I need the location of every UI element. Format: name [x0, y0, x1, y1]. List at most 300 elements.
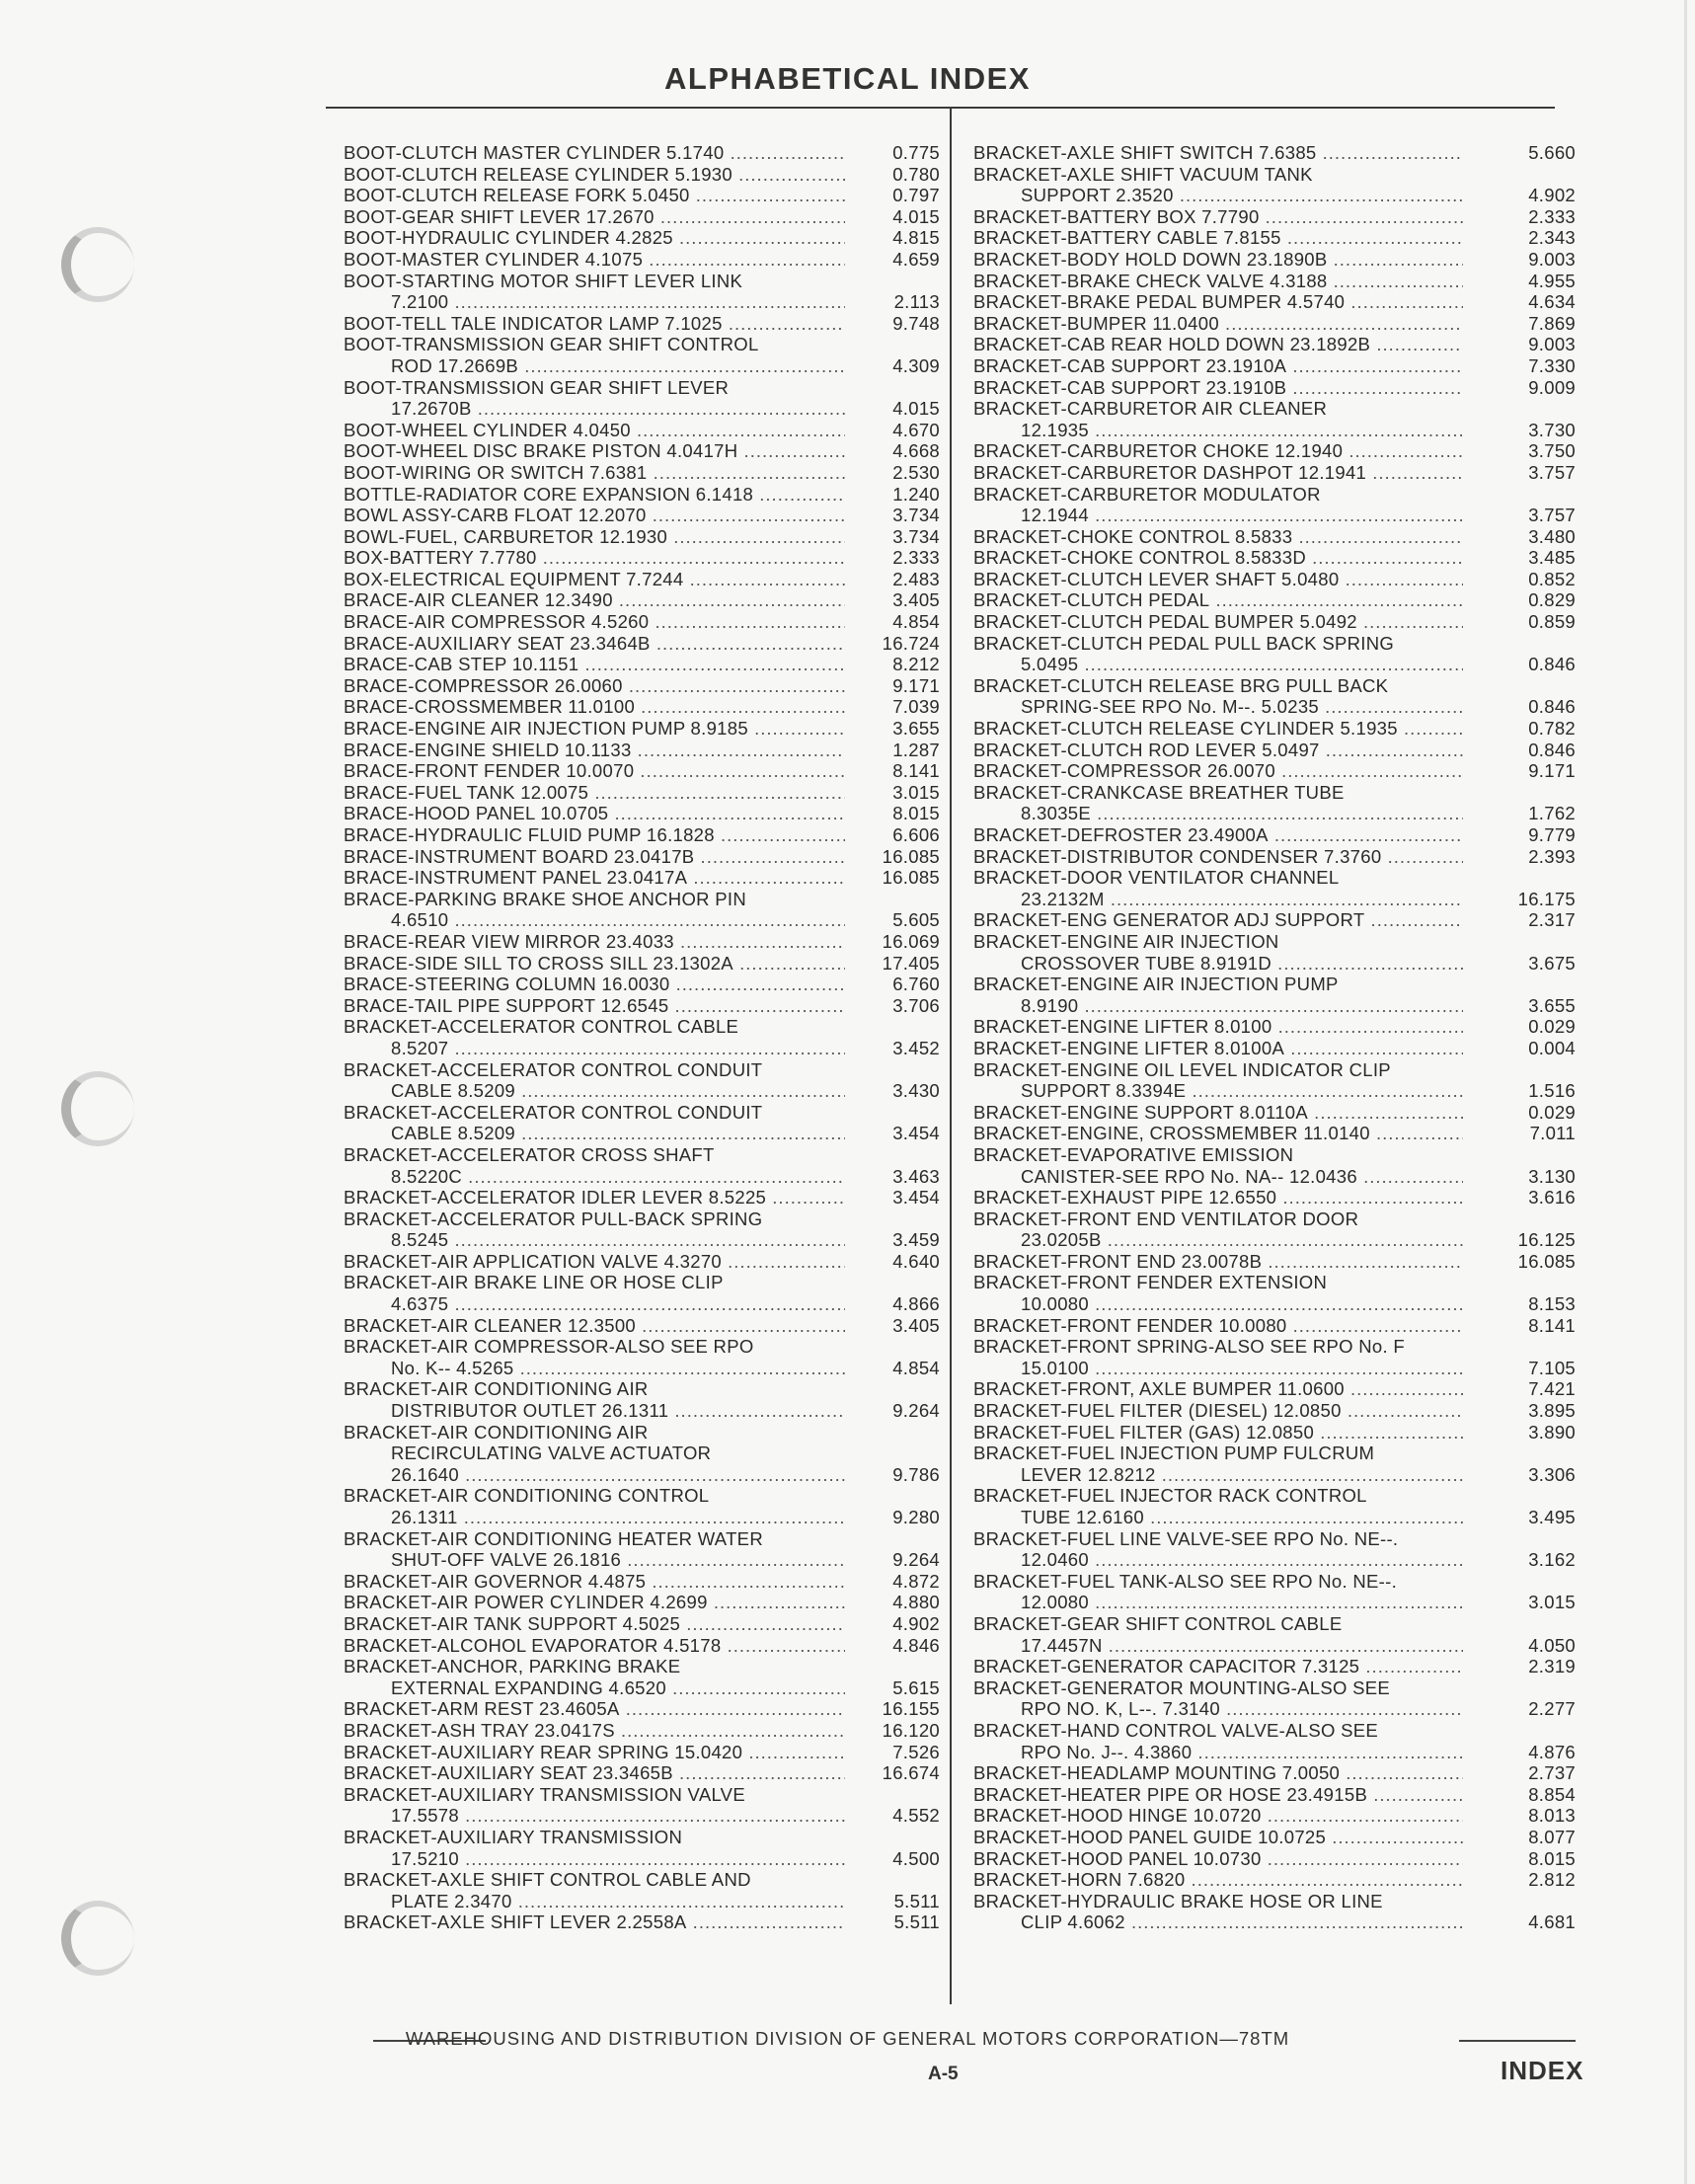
index-entry	[344, 1080, 940, 1102]
index-entry	[973, 867, 1576, 889]
index-entry	[344, 760, 940, 782]
entry-description: 4.6375 .....	[344, 1293, 845, 1315]
entry-page-ref: 3.655	[1528, 994, 1576, 1016]
entry-page-ref: 7.330	[1528, 354, 1576, 376]
entry-page-ref: 3.459	[892, 1229, 940, 1251]
index-entry	[344, 589, 940, 611]
entry-description: CROSSOVER TUBE 8.9191D .....	[973, 953, 1463, 975]
entry-page-ref: 3.616	[1528, 1187, 1576, 1209]
entry-page-ref: 8.013	[1528, 1805, 1576, 1827]
entry-description: BOOT-HYDRAULIC CYLINDER 4.2825 .....	[344, 227, 845, 249]
index-entry	[344, 1742, 940, 1763]
entry-description: BOWL ASSY-CARB FLOAT 12.2070 .....	[344, 505, 845, 526]
index-entry	[973, 696, 1576, 718]
index-entry	[344, 889, 940, 910]
entry-page-ref: 8.015	[892, 803, 940, 824]
entry-description: BRACE-ENGINE SHIELD 10.1133 .....	[344, 740, 845, 761]
index-entry	[973, 1507, 1576, 1528]
index-column-left	[344, 142, 940, 1933]
index-entry	[973, 1209, 1576, 1230]
entry-page-ref: 16.175	[1517, 888, 1576, 909]
entry-page-ref: 4.634	[1528, 291, 1576, 313]
entry-page-ref: 0.775	[892, 142, 940, 163]
entry-description: BRACKET-ACCELERATOR CONTROL CONDUIT	[344, 1058, 763, 1080]
column-divider	[950, 109, 952, 2004]
entry-description: BRACKET-CLUTCH RELEASE BRG PULL BACK	[973, 674, 1389, 696]
entry-description: BRACKET-CLUTCH PEDAL BUMPER 5.0492 .....	[973, 611, 1463, 633]
entry-page-ref: 3.454	[892, 1123, 940, 1144]
entry-description: LEVER 12.8212 .....	[973, 1464, 1463, 1486]
entry-description: ROD 17.2669B .....	[344, 355, 845, 377]
binder-hole-bottom	[61, 1901, 134, 1976]
entry-page-ref: 4.854	[892, 1357, 940, 1378]
entry-description: BRACKET-CHOKE CONTROL 8.5833 .....	[973, 526, 1463, 548]
entry-page-ref: 0.004	[1528, 1037, 1576, 1058]
entry-page-ref: 2.343	[1528, 227, 1576, 249]
index-entry	[344, 1166, 940, 1188]
entry-description: CABLE 8.5209 .....	[344, 1123, 845, 1144]
index-entry	[344, 1485, 940, 1507]
entry-description: BRACE-CROSSMEMBER 11.0100 .....	[344, 696, 845, 718]
entry-page-ref: 16.120	[882, 1719, 940, 1741]
entry-page-ref: 7.869	[1528, 312, 1576, 334]
index-entry	[344, 334, 940, 355]
entry-page-ref: 5.615	[892, 1677, 940, 1698]
index-entry	[973, 1443, 1576, 1464]
entry-page-ref: 9.171	[1528, 760, 1576, 782]
entry-page-ref: 3.706	[892, 994, 940, 1016]
index-entry	[344, 1507, 940, 1528]
entry-page-ref: 0.846	[1528, 739, 1576, 760]
index-entry	[973, 1059, 1576, 1081]
entry-description: BRACKET-FUEL INJECTION PUMP FULCRUM	[973, 1443, 1375, 1464]
page-edge	[1684, 0, 1687, 2184]
index-entry	[344, 633, 940, 655]
entry-page-ref: 16.125	[1517, 1229, 1576, 1251]
index-entry	[973, 1656, 1576, 1677]
index-entry	[344, 547, 940, 569]
entry-page-ref: 2.530	[892, 461, 940, 483]
entry-description: 15.0100 .....	[973, 1358, 1463, 1379]
entry-page-ref: 9.280	[892, 1507, 940, 1527]
entry-page-ref: 3.405	[892, 589, 940, 611]
entry-page-ref: 9.779	[1528, 824, 1576, 845]
entry-description: BRACKET-ENGINE AIR INJECTION PUMP	[973, 974, 1339, 995]
index-entry	[344, 696, 940, 718]
index-entry	[344, 824, 940, 846]
entry-description: BRACKET-CARBURETOR CHOKE 12.1940 .....	[973, 440, 1463, 462]
entry-page-ref: 7.011	[1529, 1123, 1576, 1144]
index-entry	[973, 271, 1576, 292]
entry-page-ref: 3.454	[892, 1187, 940, 1209]
entry-description: BRACKET-FUEL INJECTOR RACK CONTROL	[973, 1485, 1367, 1507]
entry-description: BRACKET-AUXILIARY REAR SPRING 15.0420 .....	[344, 1742, 845, 1763]
entry-page-ref: 4.500	[892, 1847, 940, 1869]
entry-page-ref: 7.526	[892, 1741, 940, 1762]
entry-page-ref: 3.306	[1528, 1463, 1576, 1485]
index-entry	[344, 931, 940, 953]
index-entry	[344, 1378, 940, 1400]
index-entry	[973, 1038, 1576, 1059]
entry-page-ref: 16.085	[1517, 1250, 1576, 1272]
entry-page-ref: 0.846	[1528, 654, 1576, 675]
entry-page-ref: 0.797	[892, 185, 940, 206]
entry-description: SHUT-OFF VALVE 26.1816 .....	[344, 1549, 845, 1571]
index-entry	[973, 569, 1576, 590]
entry-page-ref: 3.655	[892, 718, 940, 740]
index-entry	[344, 462, 940, 484]
entry-page-ref: 7.105	[1528, 1357, 1576, 1378]
entry-page-ref: 4.854	[892, 611, 940, 633]
index-entry	[973, 398, 1576, 420]
entry-description: BOOT-WHEEL CYLINDER 4.0450 .....	[344, 420, 845, 441]
entry-page-ref: 4.872	[892, 1570, 940, 1592]
index-entry	[344, 1848, 940, 1870]
index-entry	[973, 675, 1576, 697]
index-entry	[344, 398, 940, 420]
entry-description: BRACKET-AIR CONDITIONING AIR	[344, 1421, 649, 1443]
index-entry	[344, 1123, 940, 1144]
entry-page-ref: 3.730	[1528, 419, 1576, 440]
entry-description: TUBE 12.6160 .....	[973, 1507, 1463, 1528]
entry-page-ref: 0.029	[1528, 1016, 1576, 1038]
index-entry	[344, 569, 940, 590]
entry-page-ref: 3.430	[892, 1080, 940, 1102]
entry-description: BRACE-ENGINE AIR INJECTION PUMP 8.9185 .....	[344, 718, 845, 740]
index-entry	[344, 1187, 940, 1209]
entry-page-ref: 2.333	[1528, 205, 1576, 227]
entry-description: 17.4457N .....	[973, 1635, 1463, 1657]
entry-description: BRACKET-BRAKE PEDAL BUMPER 4.5740 .....	[973, 291, 1463, 313]
index-entry	[344, 1613, 940, 1635]
index-entry	[973, 1123, 1576, 1144]
index-entry	[344, 505, 940, 526]
entry-page-ref: 4.880	[892, 1592, 940, 1613]
entry-description: BRACKET-FRONT SPRING-ALSO SEE RPO No. F	[973, 1336, 1405, 1358]
entry-description: BOOT-WIRING OR SWITCH 7.6381 .....	[344, 462, 845, 484]
entry-description: BRACKET-GENERATOR MOUNTING-ALSO SEE	[973, 1677, 1391, 1698]
entry-description: 12.1944 .....	[973, 505, 1463, 526]
entry-description: BOOT-TRANSMISSION GEAR SHIFT CONTROL	[344, 334, 759, 355]
index-entry	[344, 1911, 940, 1933]
entry-page-ref: 5.511	[893, 1890, 940, 1911]
index-entry	[973, 1869, 1576, 1891]
index-entry	[344, 1869, 940, 1891]
entry-page-ref: 1.240	[892, 483, 940, 505]
index-entry	[344, 271, 940, 292]
entry-description: BOOT-TRANSMISSION GEAR SHIFT LEVER	[344, 376, 730, 398]
entry-description: BRACKET-CARBURETOR AIR CLEANER	[973, 398, 1328, 420]
entry-description: BRACKET-FUEL FILTER (DIESEL) 12.0850 .....	[973, 1400, 1463, 1422]
index-entry	[973, 1592, 1576, 1613]
index-entry	[973, 1762, 1576, 1784]
index-entry	[344, 846, 940, 868]
entry-page-ref: 1.516	[1528, 1080, 1576, 1102]
index-entry	[344, 1422, 940, 1443]
entry-page-ref: 3.015	[1528, 1592, 1576, 1613]
entry-page-ref: 9.003	[1528, 334, 1576, 355]
index-entry	[344, 654, 940, 675]
entry-description: BRACKET-BUMPER 11.0400 .....	[973, 313, 1463, 335]
index-entry	[973, 1144, 1576, 1166]
entry-description: BRACKET-AIR POWER CYLINDER 4.2699 .....	[344, 1592, 845, 1613]
entry-description: BRACKET-ACCELERATOR CROSS SHAFT	[344, 1143, 715, 1165]
index-entry	[973, 1698, 1576, 1720]
index-entry	[973, 974, 1576, 995]
entry-description: BRACKET-EVAPORATIVE EMISSION	[973, 1143, 1294, 1165]
entry-description: BRACKET-AXLE SHIFT CONTROL CABLE AND	[344, 1869, 751, 1891]
index-entry	[344, 803, 940, 824]
index-entry	[344, 675, 940, 697]
entry-page-ref: 4.015	[892, 205, 940, 227]
entry-page-ref: 7.421	[1528, 1378, 1576, 1400]
entry-description: BRACE-INSTRUMENT BOARD 23.0417B .....	[344, 846, 845, 868]
index-entry	[973, 1251, 1576, 1273]
entry-page-ref: 2.483	[892, 568, 940, 589]
entry-page-ref: 3.750	[1528, 440, 1576, 462]
entry-page-ref: 9.748	[892, 312, 940, 334]
index-entry	[344, 440, 940, 462]
entry-description: BRACKET-HOOD PANEL GUIDE 10.0725 .....	[973, 1827, 1463, 1848]
index-entry	[973, 1422, 1576, 1443]
index-entry	[973, 164, 1576, 186]
index-entry	[973, 1528, 1576, 1550]
entry-description: BRACKET-FUEL TANK-ALSO SEE RPO No. NE--.	[973, 1570, 1398, 1592]
index-entry	[344, 953, 940, 975]
index-entry	[344, 1592, 940, 1613]
index-entry	[344, 1635, 940, 1657]
entry-page-ref: 9.786	[892, 1463, 940, 1485]
entry-description: No. K-- 4.5265 .....	[344, 1358, 845, 1379]
index-entry	[973, 931, 1576, 953]
index-entry	[344, 611, 940, 633]
index-entry	[344, 782, 940, 804]
index-entry	[973, 803, 1576, 824]
index-entry	[973, 909, 1576, 931]
entry-description: BOOT-WHEEL DISC BRAKE PISTON 4.0417H .....	[344, 440, 845, 462]
entry-description: 8.5207 .....	[344, 1038, 845, 1059]
entry-description: SUPPORT 2.3520 .....	[973, 185, 1463, 206]
entry-description: BRACKET-ANCHOR, PARKING BRAKE	[344, 1656, 681, 1677]
entry-description: BRACKET-CRANKCASE BREATHER TUBE	[973, 781, 1345, 803]
entry-description: BRACKET-ARM REST 23.4605A .....	[344, 1698, 845, 1720]
entry-page-ref: 8.077	[1528, 1826, 1576, 1847]
index-entry	[344, 1400, 940, 1422]
entry-description: 23.2132M .....	[973, 889, 1463, 910]
index-entry	[973, 995, 1576, 1017]
entry-page-ref: 2.393	[1528, 845, 1576, 867]
index-entry	[973, 505, 1576, 526]
entry-description: BOOT-GEAR SHIFT LEVER 17.2670 .....	[344, 206, 845, 228]
entry-description: BRACKET-CAB SUPPORT 23.1910B .....	[973, 377, 1463, 399]
entry-page-ref: 16.724	[882, 632, 940, 654]
entry-description: DISTRIBUTOR OUTLET 26.1311 .....	[344, 1400, 845, 1422]
entry-description: BRACKET-EXHAUST PIPE 12.6550 .....	[973, 1187, 1463, 1209]
entry-page-ref: 3.485	[1528, 547, 1576, 569]
entry-page-ref: 4.640	[892, 1250, 940, 1272]
entry-page-ref: 3.734	[892, 505, 940, 526]
index-entry	[973, 484, 1576, 506]
index-entry	[973, 1272, 1576, 1293]
entry-description: 17.5210 .....	[344, 1848, 845, 1870]
entry-page-ref: 4.955	[1528, 270, 1576, 291]
entry-description: 8.9190 .....	[973, 995, 1463, 1017]
index-entry	[973, 1358, 1576, 1379]
entry-page-ref: 9.009	[1528, 376, 1576, 398]
entry-description: BRACKET-DOOR VENTILATOR CHANNEL	[973, 867, 1340, 889]
entry-description: BRACKET-CARBURETOR DASHPOT 12.1941 .....	[973, 462, 1463, 484]
entry-description: BRACKET-ACCELERATOR CONTROL CONDUIT	[344, 1101, 763, 1123]
entry-description: 17.5578 .....	[344, 1805, 845, 1827]
index-entry	[344, 420, 940, 441]
index-entry	[344, 1209, 940, 1230]
entry-description: BRACKET-AIR CLEANER 12.3500 .....	[344, 1315, 845, 1337]
entry-description: BRACKET-ASH TRAY 23.0417S .....	[344, 1720, 845, 1742]
entry-page-ref: 3.895	[1528, 1400, 1576, 1422]
index-entry	[344, 1358, 940, 1379]
entry-page-ref: 3.405	[892, 1314, 940, 1336]
entry-description: BRACKET-DISTRIBUTOR CONDENSER 7.3760 .....	[973, 846, 1463, 868]
index-entry	[973, 1016, 1576, 1038]
index-entry	[344, 1656, 940, 1677]
entry-page-ref: 8.854	[1528, 1783, 1576, 1805]
index-entry	[344, 1827, 940, 1848]
entry-page-ref: 2.333	[892, 547, 940, 569]
entry-description: BRACKET-CLUTCH RELEASE CYLINDER 5.1935 .....	[973, 718, 1463, 740]
index-entry	[973, 462, 1576, 484]
index-entry	[973, 142, 1576, 164]
entry-description: BRACKET-CAB REAR HOLD DOWN 23.1892B .....	[973, 334, 1463, 355]
index-entry	[973, 1102, 1576, 1124]
index-entry	[344, 740, 940, 761]
entry-description: BRACKET-ENGINE OIL LEVEL INDICATOR CLIP	[973, 1058, 1391, 1080]
entry-description: BRACKET-CARBURETOR MODULATOR	[973, 483, 1321, 505]
entry-description: BRACE-PARKING BRAKE SHOE ANCHOR PIN	[344, 888, 746, 909]
entry-description: 8.5220C .....	[344, 1166, 845, 1188]
entry-page-ref: 0.859	[1528, 611, 1576, 633]
entry-page-ref: 16.085	[882, 845, 940, 867]
entry-page-ref: 3.452	[892, 1037, 940, 1058]
entry-description: BRACKET-FRONT, AXLE BUMPER 11.0600 .....	[973, 1378, 1463, 1400]
index-entry	[973, 355, 1576, 377]
entry-description: BRACKET-AIR CONDITIONING AIR	[344, 1378, 649, 1400]
entry-page-ref: 8.141	[1528, 1314, 1576, 1336]
index-entry	[344, 227, 940, 249]
index-entry	[973, 1229, 1576, 1251]
entry-page-ref: 0.780	[892, 163, 940, 185]
entry-page-ref: 3.162	[1528, 1549, 1576, 1571]
entry-page-ref: 16.155	[882, 1698, 940, 1720]
entry-page-ref: 8.141	[892, 760, 940, 782]
entry-description: BRACKET-HORN 7.6820 .....	[973, 1869, 1463, 1891]
index-entry	[344, 1229, 940, 1251]
entry-description: 5.0495 .....	[973, 654, 1463, 675]
index-entry	[344, 1571, 940, 1593]
entry-description: BRACKET-BODY HOLD DOWN 23.1890B .....	[973, 249, 1463, 271]
entry-page-ref: 0.846	[1528, 696, 1576, 718]
entry-page-ref: 3.890	[1528, 1421, 1576, 1443]
index-entry	[973, 249, 1576, 271]
index-entry	[344, 377, 940, 399]
entry-description: BRACE-REAR VIEW MIRROR 23.4033 .....	[344, 931, 845, 953]
entry-page-ref: 8.015	[1528, 1847, 1576, 1869]
entry-page-ref: 9.171	[892, 674, 940, 696]
index-entry	[344, 1293, 940, 1315]
entry-description: SPRING-SEE RPO No. M--. 5.0235 .....	[973, 696, 1463, 718]
entry-description: BRACE-HOOD PANEL 10.0705 .....	[344, 803, 845, 824]
index-entry	[973, 206, 1576, 228]
entry-description: BRACKET-HEATER PIPE OR HOSE 23.4915B .....	[973, 1784, 1463, 1806]
entry-page-ref: 8.153	[1528, 1293, 1576, 1315]
entry-description: 12.1935 .....	[973, 420, 1463, 441]
entry-description: BOX-BATTERY 7.7780 .....	[344, 547, 845, 569]
entry-page-ref: 3.734	[892, 525, 940, 547]
entry-description: CLIP 4.6062 .....	[973, 1911, 1463, 1933]
entry-description: CANISTER-SEE RPO No. NA-- 12.0436 .....	[973, 1166, 1463, 1188]
index-entry	[973, 1336, 1576, 1358]
entry-page-ref: 4.552	[892, 1805, 940, 1827]
entry-description: BRACKET-AIR APPLICATION VALVE 4.3270 .....	[344, 1251, 845, 1273]
index-entry	[973, 526, 1576, 548]
index-entry	[973, 1613, 1576, 1635]
entry-page-ref: 2.317	[1528, 909, 1576, 931]
entry-page-ref: 0.029	[1528, 1101, 1576, 1123]
entry-description: BOTTLE-RADIATOR CORE EXPANSION 6.1418 .....	[344, 484, 845, 506]
entry-description: BRACKET-COMPRESSOR 26.0070 .....	[973, 760, 1463, 782]
index-entry	[344, 1016, 940, 1038]
entry-description: BRACKET-CLUTCH ROD LEVER 5.0497 .....	[973, 740, 1463, 761]
index-entry	[973, 824, 1576, 846]
index-entry	[973, 633, 1576, 655]
entry-description: BRACKET-HEADLAMP MOUNTING 7.0050 .....	[973, 1762, 1463, 1784]
index-entry	[344, 185, 940, 206]
header-rule	[326, 107, 1555, 109]
index-entry	[344, 526, 940, 548]
entry-description: BRACKET-AXLE SHIFT SWITCH 7.6385 .....	[973, 142, 1463, 164]
entry-page-ref: 4.846	[892, 1634, 940, 1656]
entry-description: BRACKET-ACCELERATOR CONTROL CABLE	[344, 1016, 739, 1038]
entry-description: BOOT-CLUTCH RELEASE CYLINDER 5.1930 .....	[344, 164, 845, 186]
entry-description: BRACKET-ENGINE LIFTER 8.0100A .....	[973, 1038, 1463, 1059]
entry-description: RPO No. J--. 4.3860 .....	[973, 1742, 1463, 1763]
entry-page-ref: 17.405	[882, 952, 940, 974]
index-entry	[973, 589, 1576, 611]
entry-description: EXTERNAL EXPANDING 4.6520 .....	[344, 1677, 845, 1699]
index-entry	[344, 1720, 940, 1742]
entry-page-ref: 1.762	[1528, 803, 1576, 824]
entry-page-ref: 0.782	[1528, 718, 1576, 740]
entry-page-ref: 7.039	[892, 696, 940, 718]
entry-description: BRACKET-HOOD PANEL 10.0730 .....	[973, 1848, 1463, 1870]
index-entry	[344, 1336, 940, 1358]
entry-page-ref: 4.866	[892, 1293, 940, 1315]
entry-page-ref: 2.113	[893, 291, 940, 313]
entry-description: BRACKET-BATTERY BOX 7.7790 .....	[973, 206, 1463, 228]
index-entry	[344, 1144, 940, 1166]
entry-description: 23.0205B .....	[973, 1229, 1463, 1251]
index-entry	[973, 1315, 1576, 1337]
entry-description: BRACKET-CHOKE CONTROL 8.5833D .....	[973, 547, 1463, 569]
entry-description: BRACKET-FRONT FENDER EXTENSION	[973, 1272, 1328, 1293]
index-entry	[973, 1464, 1576, 1486]
entry-page-ref: 4.670	[892, 419, 940, 440]
entry-description: BRACE-COMPRESSOR 26.0060 .....	[344, 675, 845, 697]
index-entry	[973, 1400, 1576, 1422]
entry-description: 26.1311 .....	[344, 1507, 845, 1528]
entry-description: BRACE-AIR CLEANER 12.3490 .....	[344, 589, 845, 611]
entry-page-ref: 5.511	[893, 1911, 940, 1933]
entry-description: BRACKET-AIR GOVERNOR 4.4875 .....	[344, 1571, 845, 1593]
